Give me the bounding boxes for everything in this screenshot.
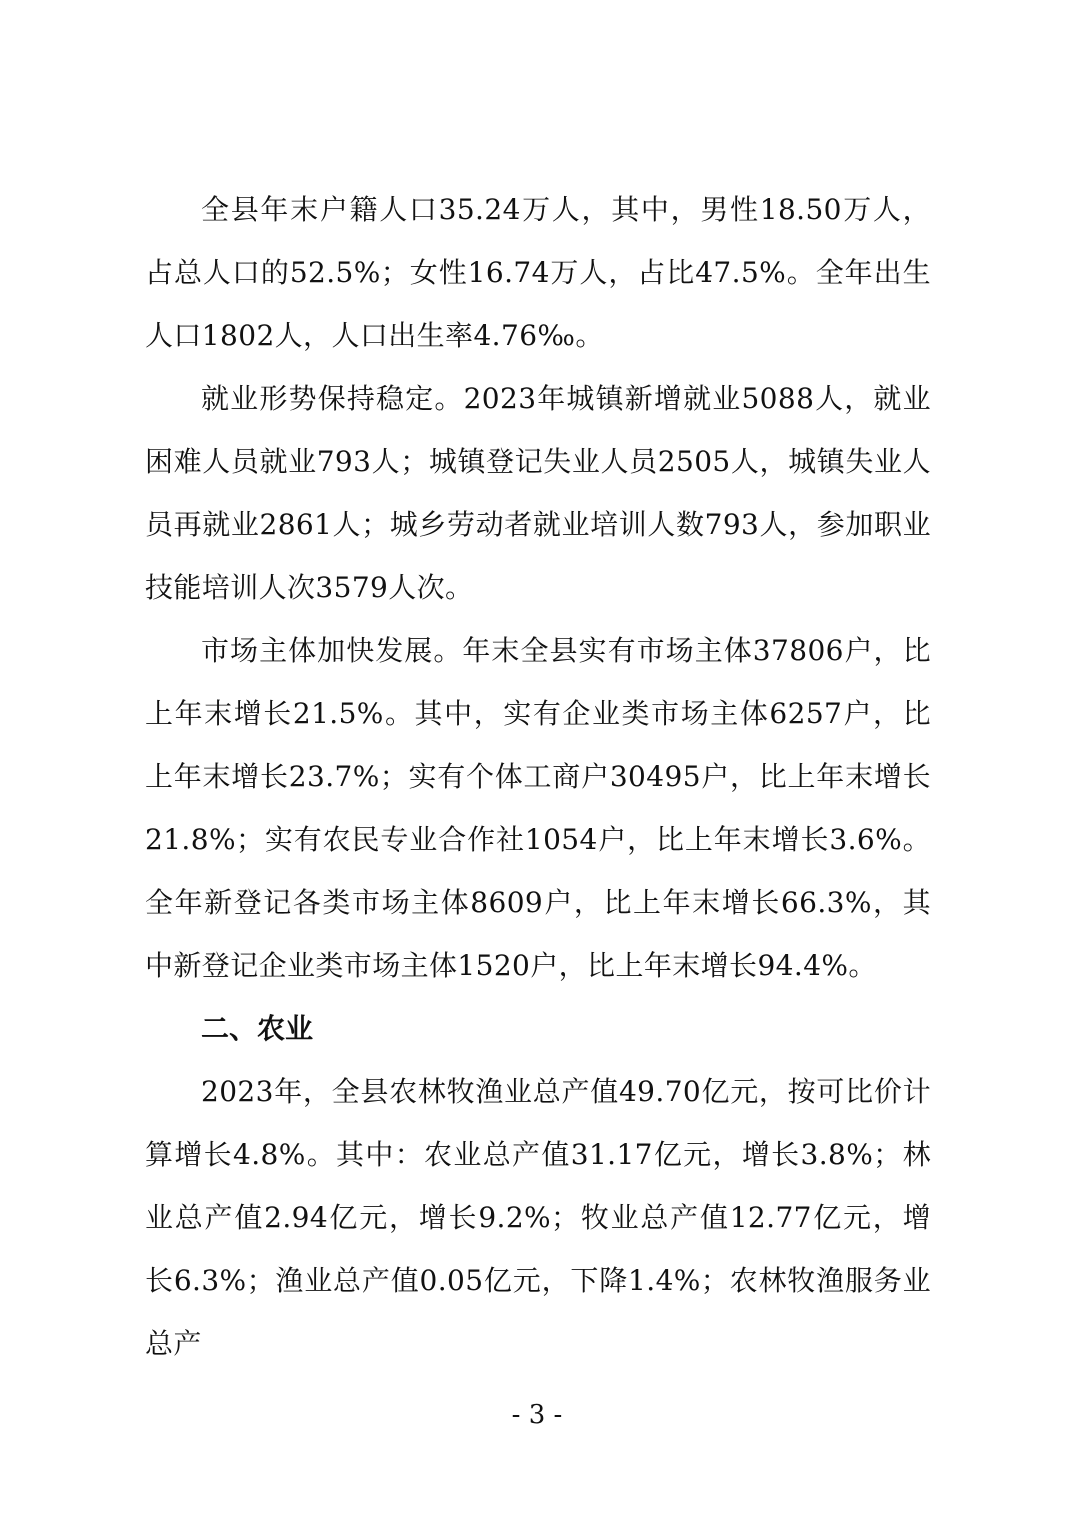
- paragraph-employment: 就业形势保持稳定。2023年城镇新增就业5088人，就业困难人员就业793人；城镇登记失业人员2505人，城镇失业人员再就业2861人；城乡劳动者就业培训人数793人，参加职业技能培训人次3579人次。: [145, 382, 931, 604]
- paragraph-agriculture: 2023年，全县农林牧渔业总产值49.70亿元，按可比价计算增长4.8%。其中：农业总产值31.17亿元，增长3.8%；林业总产值2.94亿元，增长9.2%；牧业总产值12.77亿元，增长6.3%；渔业总产值0.05亿元，下降1.4%；农林牧渔服务业总产: [145, 1075, 931, 1360]
- page-content: [145, 178, 931, 1375]
- paragraph-market: 市场主体加快发展。年末全县实有市场主体37806户，比上年末增长21.5%。其中，实有企业类市场主体6257户，比上年末增长23.7%；实有个体工商户30495户，比上年末增长21.8%；实有农民专业合作社1054户，比上年末增长3.6%。全年新登记各类市场主体8609户，比上年末增长66.3%，其中新登记企业类市场主体1520户，比上年末增长94.4%。: [145, 634, 931, 982]
- paragraph-population: 全县年末户籍人口35.24万人，其中，男性18.50万人，占总人口的52.5%；女性16.74万人，占比47.5%。全年出生人口1802人，人口出生率4.76‰。: [145, 193, 931, 352]
- section-heading-agriculture: 二、农业: [201, 1012, 314, 1045]
- page-number: - 3 -: [511, 1400, 563, 1430]
